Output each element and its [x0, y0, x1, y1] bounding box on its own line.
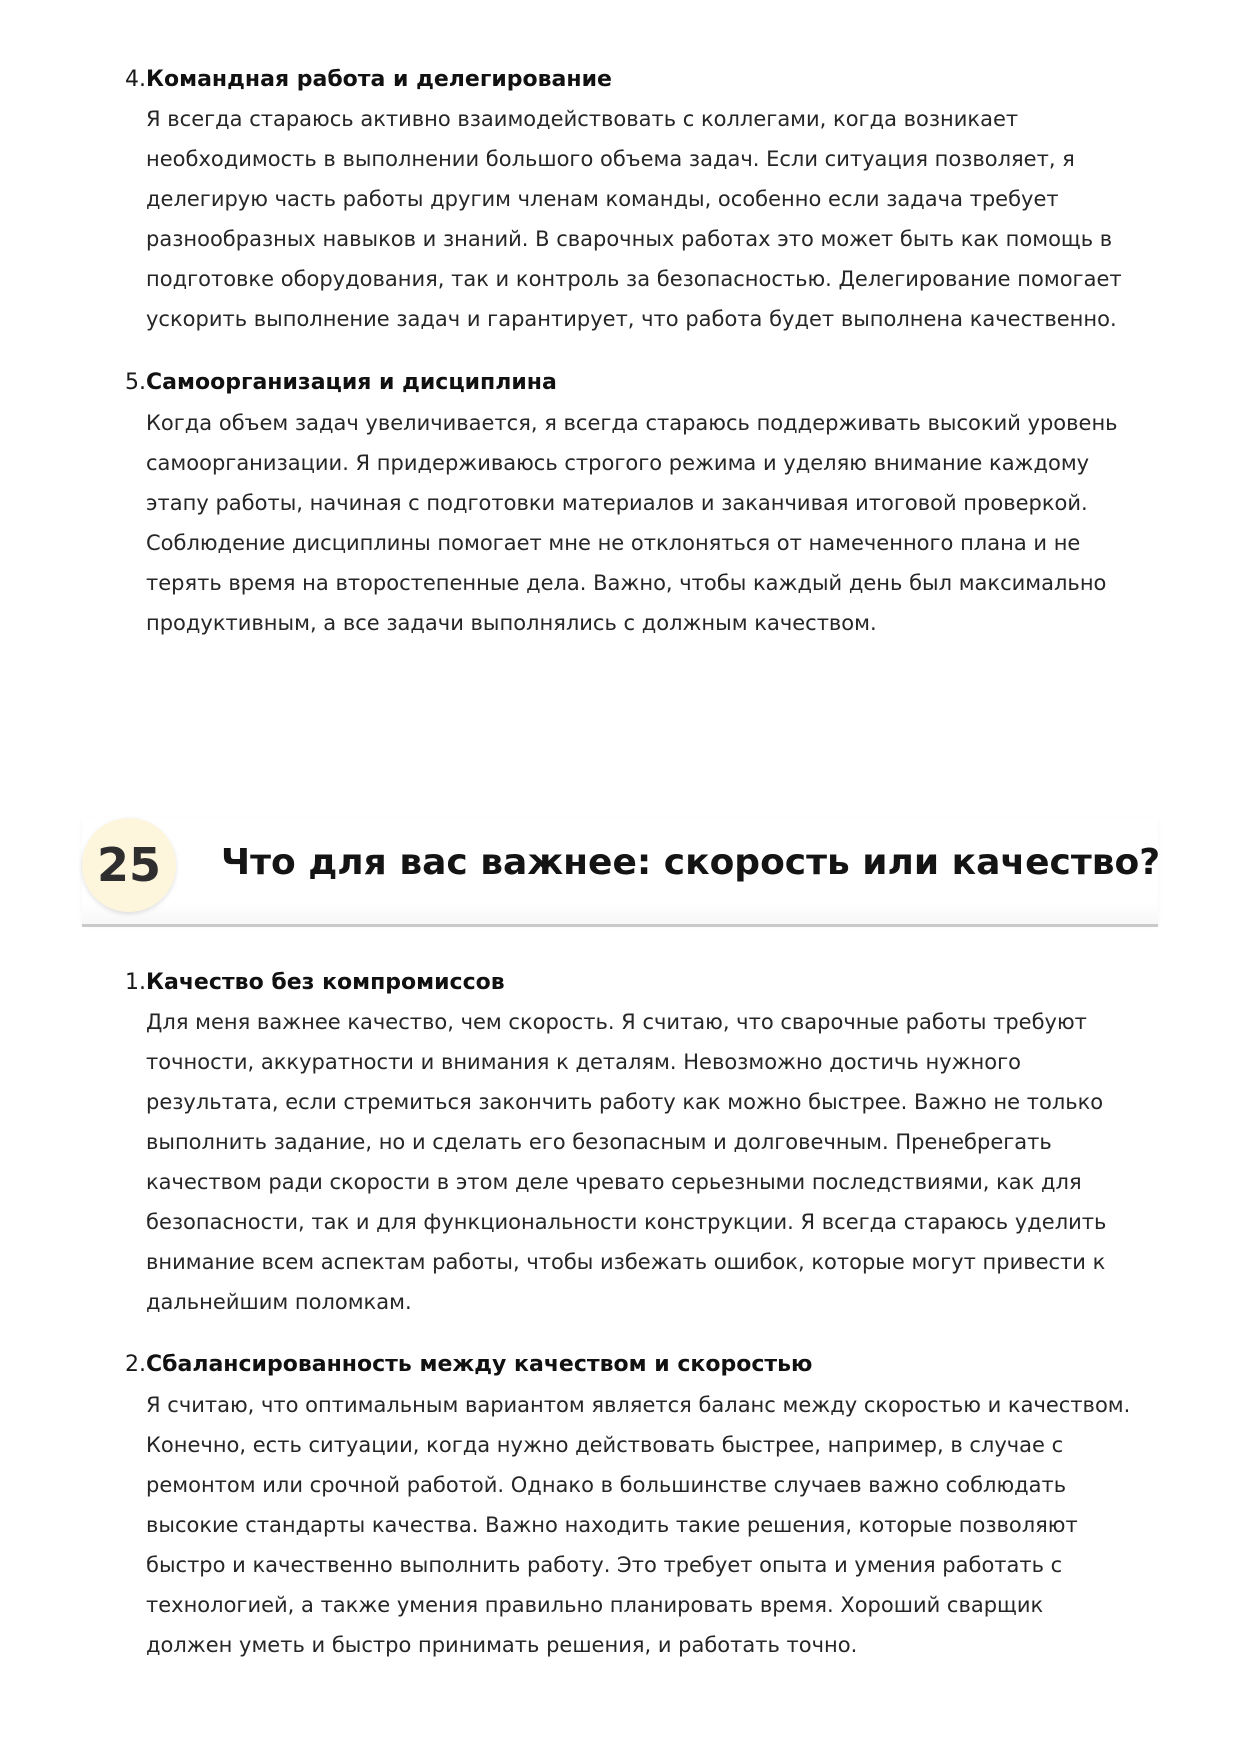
text-line: этапу работы, начиная с подготовки материалов и заканчивая итоговой проверкой.	[146, 491, 1088, 515]
item-title: Качество без компромиссов	[146, 970, 505, 995]
heading-divider	[82, 924, 1158, 927]
text-line: Я всегда стараюсь активно взаимодействовать с коллегами, когда возникает	[146, 107, 1019, 131]
text-line: безопасности, так и для функциональности конструкции. Я всегда стараюсь уделить	[146, 1210, 1107, 1234]
text-line: терять время на второстепенные дела. Важно, чтобы каждый день был максимально	[146, 571, 1107, 595]
text-line: ускорить выполнение задач и гарантирует, что работа будет выполнена качественно.	[146, 307, 1117, 331]
item-number: 2.	[125, 1352, 146, 1377]
item-title: Сбалансированность между качеством и скоростью	[146, 1352, 813, 1377]
item-text	[146, 403, 1166, 643]
question-title: Что для вас важнее: скорость или качество?	[221, 842, 1161, 883]
text-line: подготовке оборудования, так и контроль за безопасностью. Делегирование помогает	[146, 267, 1122, 291]
question-number-badge: 25	[82, 818, 176, 912]
item-number: 5.	[125, 370, 146, 395]
text-line: ремонтом или срочной работой. Однако в большинстве случаев важно соблюдать	[146, 1473, 1067, 1497]
text-line: Для меня важнее качество, чем скорость. Я считаю, что сварочные работы требуют	[146, 1010, 1087, 1034]
text-line: внимание всем аспектам работы, чтобы избежать ошибок, которые могут привести к	[146, 1250, 1106, 1274]
section-heading	[82, 818, 1161, 928]
item-text	[146, 1002, 1166, 1322]
item-number: 1.	[125, 970, 146, 995]
item-title: Командная работа и делегирование	[146, 67, 612, 92]
text-line: быстро и качественно выполнить работу. Это требует опыта и умения работать с	[146, 1553, 1063, 1577]
text-line: качеством ради скорости в этом деле чревато серьезными последствиями, как для	[146, 1170, 1082, 1194]
text-line: точности, аккуратности и внимания к деталям. Невозможно достичь нужного	[146, 1050, 1021, 1074]
text-line: высокие стандарты качества. Важно находить такие решения, которые позволяют	[146, 1513, 1078, 1537]
item-text	[146, 99, 1166, 339]
text-line: продуктивным, а все задачи выполнялись с должным качеством.	[146, 611, 877, 635]
item-text	[146, 1385, 1166, 1665]
text-line: Когда объем задач увеличивается, я всегда стараюсь поддерживать высокий уровень	[146, 411, 1118, 435]
text-line: самоорганизации. Я придерживаюсь строгого режима и уделяю внимание каждому	[146, 451, 1090, 475]
text-line: дальнейшим поломкам.	[146, 1290, 412, 1314]
text-line: результата, если стремиться закончить работу как можно быстрее. Важно не только	[146, 1090, 1104, 1114]
text-line: разнообразных навыков и знаний. В сварочных работах это может быть как помощь в	[146, 227, 1113, 251]
text-line: делегирую часть работы другим членам команды, особенно если задача требует	[146, 187, 1059, 211]
text-line: Я считаю, что оптимальным вариантом является баланс между скоростью и качеством.	[146, 1393, 1131, 1417]
item-number: 4.	[125, 67, 146, 92]
text-line: технологией, а также умения правильно планировать время. Хороший сварщик	[146, 1593, 1044, 1617]
text-line: Конечно, есть ситуации, когда нужно действовать быстрее, например, в случае с	[146, 1433, 1064, 1457]
text-line: должен уметь и быстро принимать решения, и работать точно.	[146, 1633, 858, 1657]
text-line: выполнить задание, но и сделать его безопасным и долговечным. Пренебрегать	[146, 1130, 1052, 1154]
item-title: Самоорганизация и дисциплина	[146, 370, 557, 395]
text-line: Соблюдение дисциплины помогает мне не отклоняться от намеченного плана и не	[146, 531, 1081, 555]
text-line: необходимость в выполнении большого объема задач. Если ситуация позволяет, я	[146, 147, 1075, 171]
